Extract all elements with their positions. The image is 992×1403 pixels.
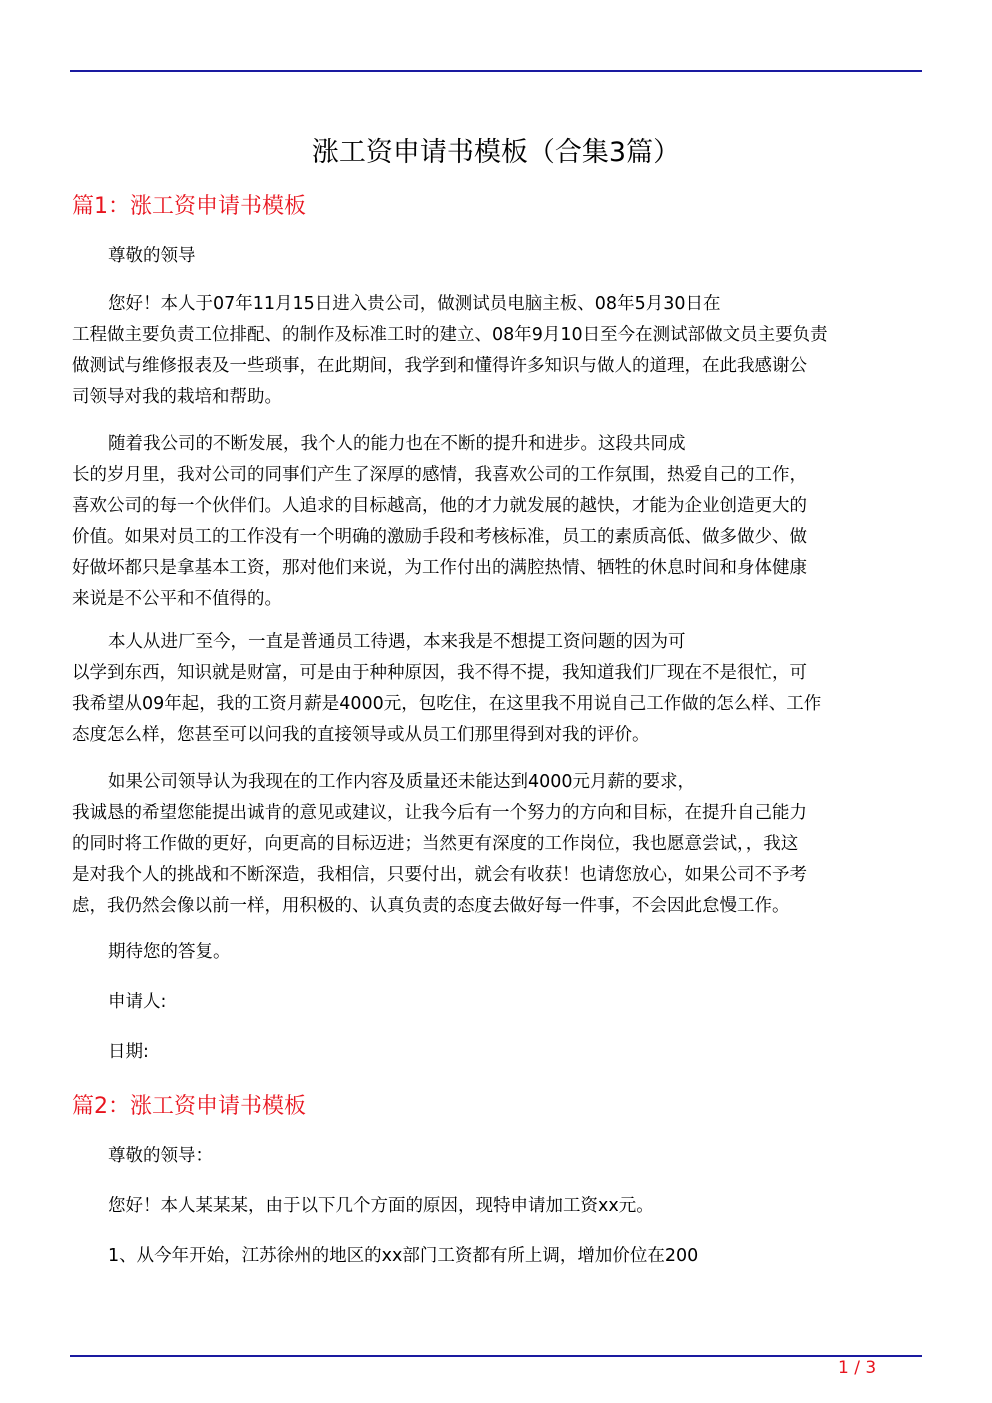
header-rule <box>70 70 922 72</box>
text-line: 您好！本人于07年11月15日进入贵公司，做测试员电脑主板、08年5月30日在 <box>108 294 721 314</box>
text-line: 长的岁月里，我对公司的同事们产生了深厚的感情，我喜欢公司的工作氛围，热爱自己的工作， <box>72 465 807 485</box>
section-heading-1: 篇1：涨工资申请书模板 <box>72 194 306 219</box>
text-line: 价值。如果对员工的工作没有一个明确的激励手段和考核标准，员工的素质高低、做多做少、做 <box>72 527 807 547</box>
text-line: 随着我公司的不断发展，我个人的能力也在不断的提升和进步。这段共同成 <box>108 434 686 454</box>
text-line: 期待您的答复。 <box>108 942 231 962</box>
paragraph <box>72 627 922 751</box>
text-line: 态度怎么样，您甚至可以问我的直接领导或从员工们那里得到对我的评价。 <box>72 725 650 745</box>
paragraph <box>72 1037 922 1068</box>
paragraph <box>72 767 922 922</box>
section-heading-2: 篇2：涨工资申请书模板 <box>72 1094 306 1119</box>
text-line: 做测试与维修报表及一些琐事，在此期间，我学到和懂得许多知识与做人的道理，在此我感谢公 <box>72 356 807 376</box>
text-line: 工程做主要负责工位排配、的制作及标准工时的建立、08年9月10日至今在测试部做文员主要负责 <box>72 325 828 345</box>
text-line: 如果公司领导认为我现在的工作内容及质量还未能达到4000元月薪的要求， <box>108 772 696 792</box>
paragraph <box>72 241 922 272</box>
text-line: 我希望从09年起，我的工资月薪是4000元，包吃住，在这里我不用说自己工作做的怎么样、工作 <box>72 694 822 714</box>
text-line: 虑，我仍然会像以前一样，用积极的、认真负责的态度去做好每一件事，不会因此怠慢工作。 <box>72 896 790 916</box>
document-title: 涨工资申请书模板（合集3篇） <box>311 137 681 168</box>
paragraph <box>72 289 922 413</box>
text-line: 1、从今年开始，江苏徐州的地区的xx部门工资都有所上调，增加价位在200 <box>108 1246 699 1266</box>
text-line: 来说是不公平和不值得的。 <box>72 589 282 609</box>
page-number: 1 / 3 <box>838 1358 877 1378</box>
paragraph <box>72 1141 922 1172</box>
text-line: 喜欢公司的每一个伙伴们。人追求的目标越高，他的才力就发展的越快，才能为企业创造更大的 <box>72 496 807 516</box>
text-line: 好做坏都只是拿基本工资，那对他们来说，为工作付出的满腔热情、牺牲的休息时间和身体健康 <box>72 558 807 578</box>
date-label: 日期: <box>108 1042 149 1062</box>
paragraph <box>72 937 922 968</box>
text-line: 本人从进厂至今，一直是普通员工待遇，本来我是不想提工资问题的因为可 <box>108 632 686 652</box>
text-line: 尊敬的领导 <box>108 246 196 266</box>
text-line: 我诚恳的希望您能提出诚肯的意见或建议，让我今后有一个努力的方向和目标，在提升自己能力 <box>72 803 807 823</box>
applicant-label: 申请人: <box>108 992 167 1012</box>
text-line: 尊敬的领导： <box>108 1146 213 1166</box>
paragraph <box>72 987 922 1018</box>
paragraph <box>72 1191 922 1222</box>
paragraph <box>72 429 922 615</box>
text-line: 司领导对我的栽培和帮助。 <box>72 387 282 407</box>
text-line: 以学到东西，知识就是财富，可是由于种种原因，我不得不提，我知道我们厂现在不是很忙，可 <box>72 663 807 683</box>
text-line: 是对我个人的挑战和不断深造，我相信，只要付出，就会有收获！也请您放心，如果公司不予考 <box>72 865 807 885</box>
text-line: 您好！本人某某某，由于以下几个方面的原因，现特申请加工资xx元。 <box>108 1196 654 1216</box>
paragraph <box>72 1241 922 1272</box>
footer-rule <box>70 1355 922 1357</box>
text-line: 的同时将工作做的更好，向更高的目标迈进；当然更有深度的工作岗位，我也愿意尝试，，我这 <box>72 834 799 854</box>
